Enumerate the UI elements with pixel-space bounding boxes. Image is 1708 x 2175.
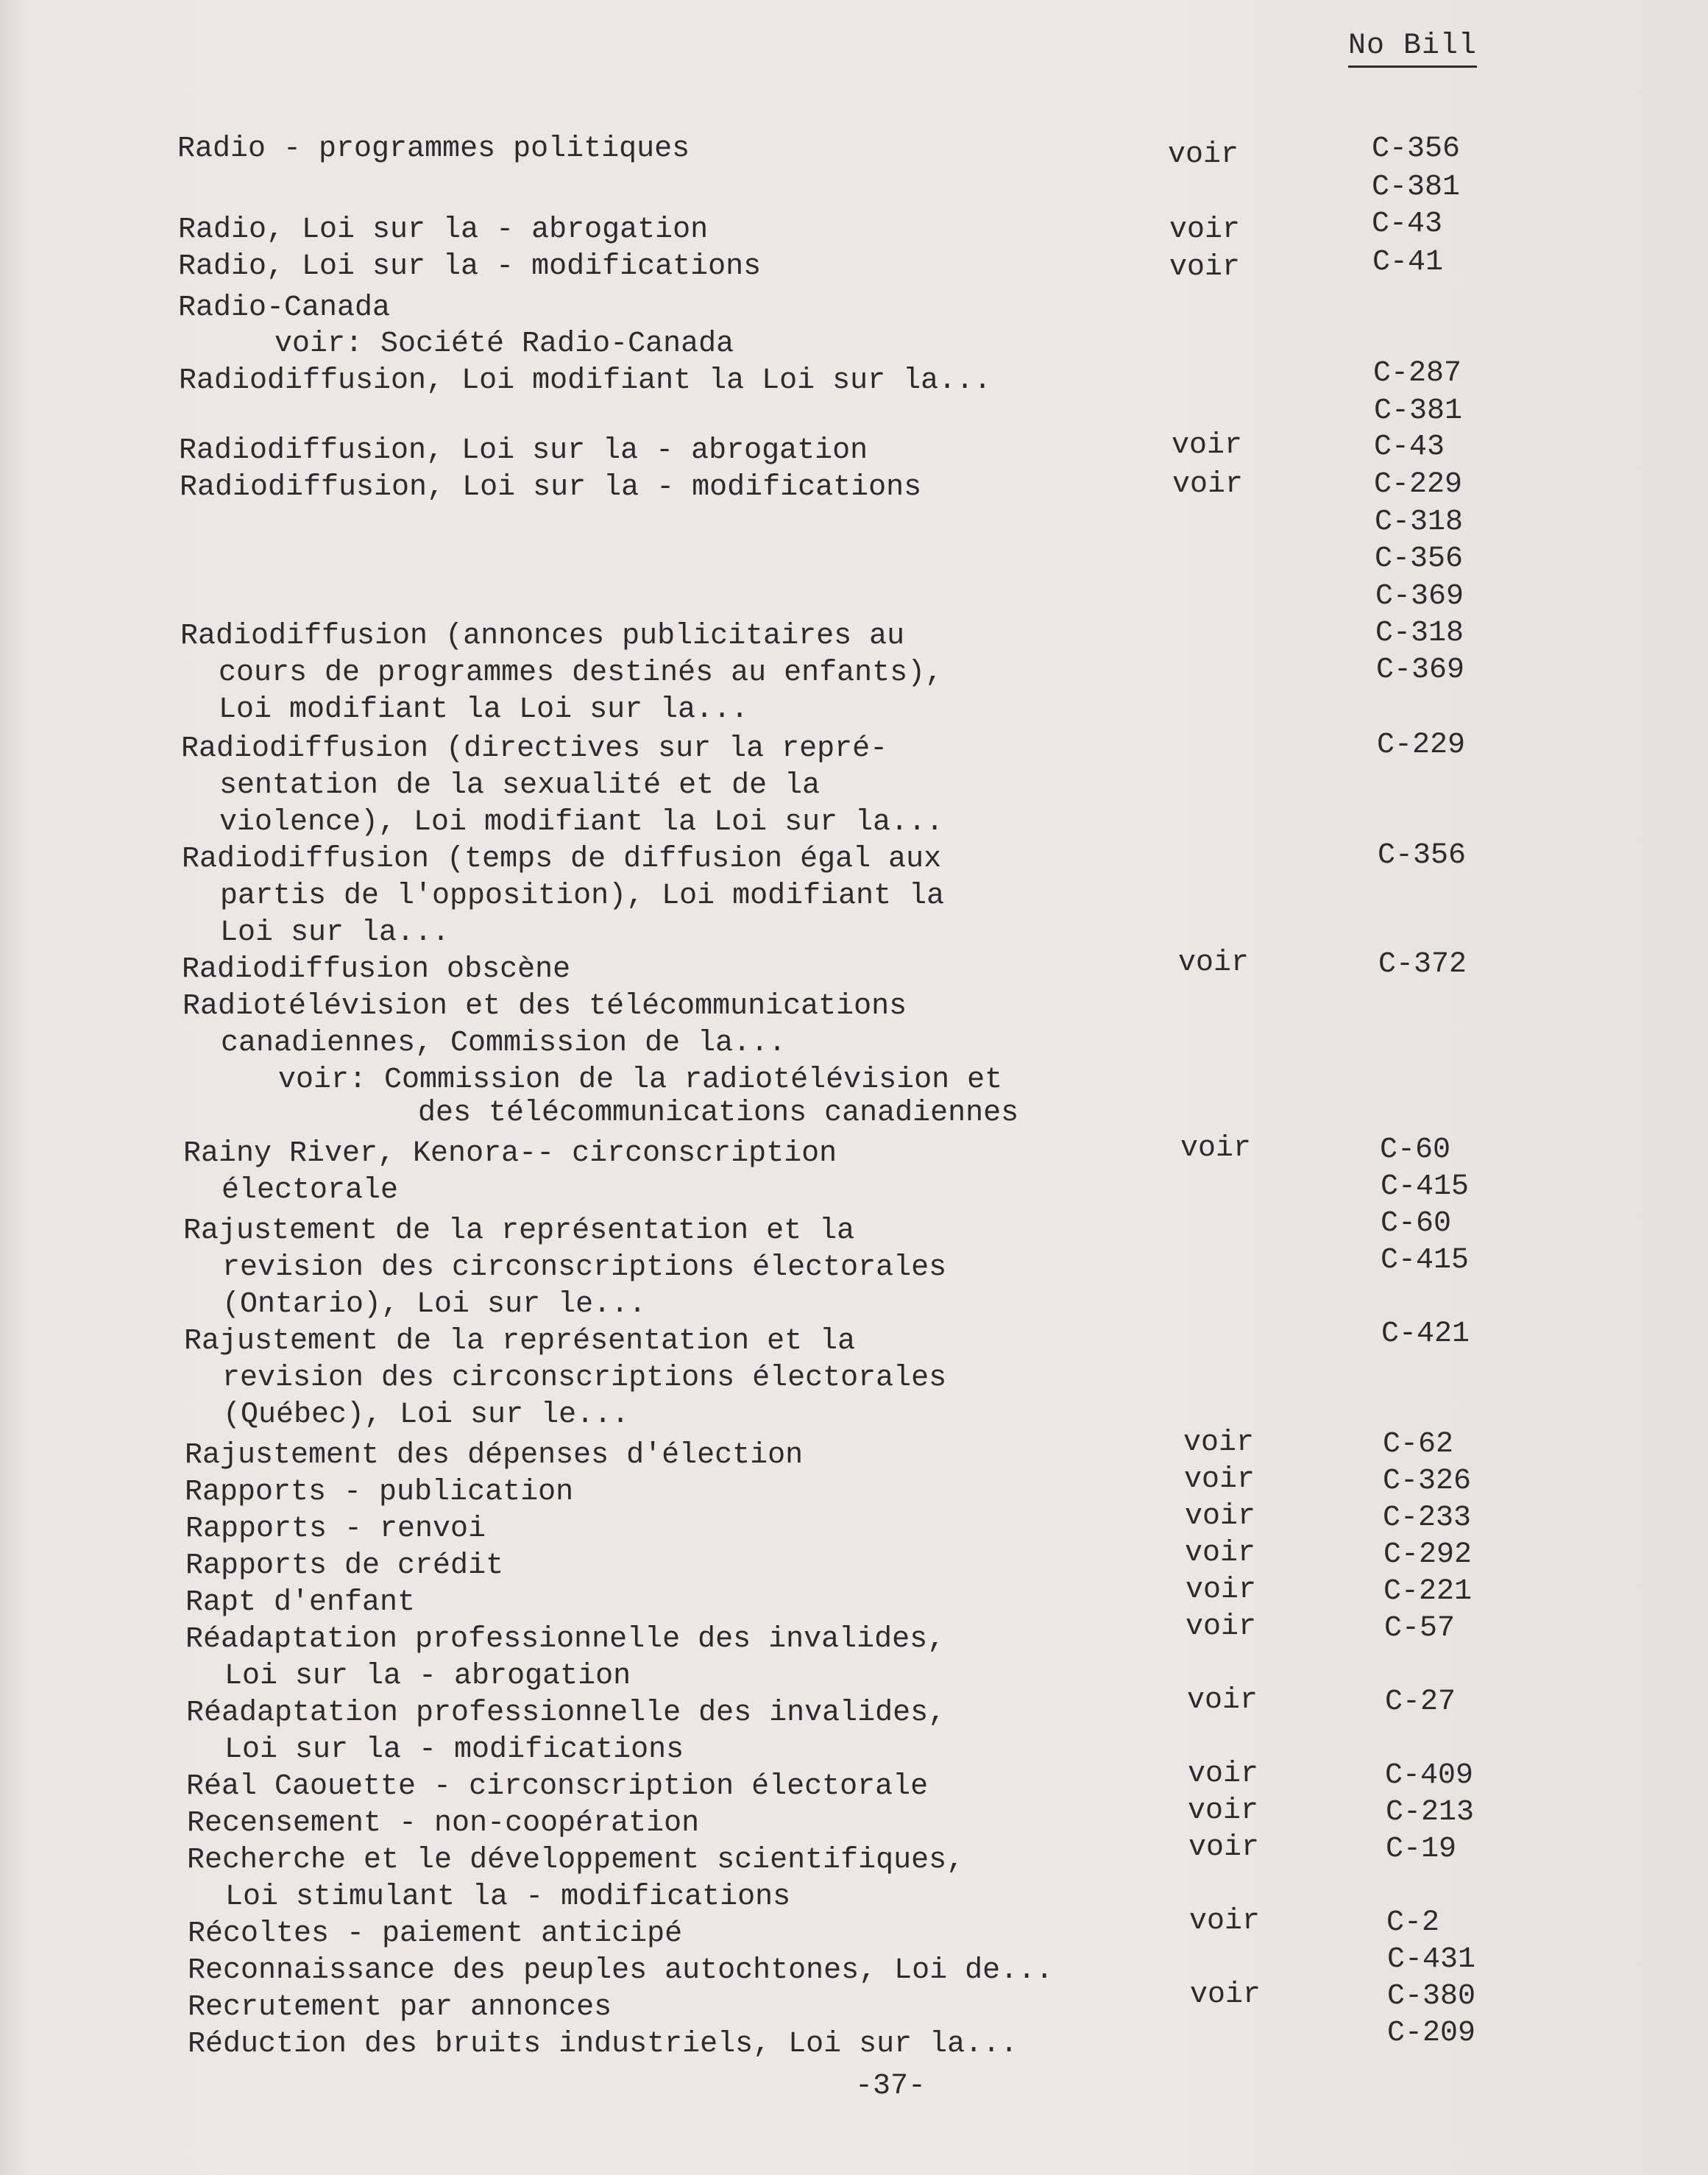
index-term: Réal Caouette - circonscription électorale (186, 1770, 929, 1803)
see-reference: voir (1188, 1831, 1260, 1864)
index-term: Reconnaissance des peuples autochtones, Loi de... (188, 1954, 1054, 1987)
bill-number: C-43 (1374, 431, 1445, 464)
index-term: Radio, Loi sur la - modifications (178, 250, 762, 283)
index-term-continuation: Loi sur la - abrogation (224, 1660, 631, 1693)
see-reference: voir (1185, 1537, 1256, 1570)
see-reference: voir (1188, 1794, 1259, 1828)
index-term-continuation: revision des circonscriptions électorales (222, 1251, 947, 1284)
see-reference: voir (1186, 1574, 1257, 1607)
bill-number: C-356 (1372, 132, 1461, 166)
see-reference: voir (1180, 1132, 1252, 1165)
index-term: Réadaptation professionnelle des invalides, (185, 1623, 946, 1656)
bill-number: C-287 (1373, 357, 1462, 390)
index-term-continuation: voir: Commission de la radiotélévision et (278, 1064, 1003, 1097)
bill-number: C-2 (1386, 1906, 1440, 1939)
see-reference: voir (1178, 947, 1250, 980)
index-term: Rajustement de la représentation et la (183, 1214, 855, 1248)
bill-number: C-409 (1385, 1759, 1474, 1792)
index-term-continuation: violence), Loi modifiant la Loi sur la... (219, 806, 944, 839)
index-term: Radiodiffusion, Loi modifiant la Loi sur la... (179, 364, 992, 397)
bill-number: C-57 (1384, 1612, 1456, 1645)
index-term: Rapt d'enfant (185, 1586, 416, 1619)
bill-number: C-356 (1378, 839, 1467, 872)
bill-number: C-318 (1375, 506, 1464, 539)
index-term-continuation: (Ontario), Loi sur le... (222, 1288, 647, 1321)
index-term-continuation: Loi sur la - modifications (224, 1733, 684, 1766)
bill-number: C-421 (1381, 1318, 1470, 1351)
bill-number: C-41 (1372, 246, 1444, 279)
see-reference: voir (1168, 138, 1239, 171)
see-reference: voir (1172, 429, 1243, 462)
index-term-continuation: revision des circonscriptions électorales (222, 1362, 947, 1395)
index-term-continuation: canadiennes, Commission de la... (221, 1027, 787, 1060)
see-reference: voir (1169, 213, 1241, 247)
bill-number: C-381 (1372, 171, 1461, 204)
bill-number: C-415 (1381, 1244, 1470, 1277)
index-term: Rapports de crédit (185, 1549, 504, 1582)
bill-number: C-221 (1383, 1575, 1473, 1608)
index-term: Rapports - publication (185, 1476, 574, 1509)
index-term-continuation: Loi stimulant la - modifications (225, 1881, 791, 1914)
index-term-continuation: des télécommunications canadiennes (418, 1097, 1019, 1130)
bill-number: C-369 (1375, 580, 1464, 613)
see-reference: voir (1190, 1978, 1261, 2012)
bill-number: C-229 (1374, 468, 1463, 501)
see-reference: voir (1187, 1684, 1258, 1717)
index-term: Radio-Canada (178, 291, 391, 325)
index-term: Radiodiffusion, Loi sur la - abrogation (179, 434, 868, 467)
see-reference: voir (1169, 251, 1241, 284)
index-term: Radiotélévision et des télécommunications (183, 990, 907, 1023)
see-reference: voir (1189, 1905, 1261, 1938)
bill-number: C-318 (1375, 617, 1464, 650)
index-term-continuation: électorale (222, 1174, 399, 1207)
bill-number: C-326 (1383, 1465, 1472, 1498)
bill-number: C-292 (1383, 1538, 1473, 1571)
bill-number: C-60 (1380, 1134, 1451, 1167)
bill-number: C-27 (1385, 1686, 1456, 1719)
bill-number: C-380 (1387, 1980, 1476, 2013)
index-term: Radiodiffusion obscène (182, 953, 571, 986)
see-reference: voir (1172, 468, 1244, 501)
index-term: Rainy River, Kenora-- circonscription (183, 1137, 837, 1170)
see-reference: voir (1183, 1426, 1255, 1460)
index-term: Radiodiffusion (temps de diffusion égal aux (182, 843, 942, 876)
index-term: Radiodiffusion (annonces publicitaires au (180, 620, 905, 653)
index-term-continuation: Loi sur la... (220, 916, 450, 949)
index-term: Rajustement de la représentation et la (184, 1325, 856, 1358)
column-header: No Bill (1348, 29, 1477, 68)
index-term: Récoltes - paiement anticipé (188, 1917, 683, 1951)
bill-number: C-381 (1374, 395, 1463, 428)
bill-number: C-209 (1387, 2017, 1476, 2050)
index-term-continuation: sentation de la sexualité et de la (219, 769, 821, 802)
index-term-continuation: voir: Société Radio-Canada (274, 328, 734, 361)
index-term: Radio - programmes politiques (177, 132, 690, 166)
index-term-continuation: Loi modifiant la Loi sur la... (219, 693, 749, 726)
index-term: Radio, Loi sur la - abrogation (178, 213, 709, 247)
bill-number: C-60 (1381, 1207, 1452, 1240)
index-term: Réduction des bruits industriels, Loi sur la... (188, 2028, 1018, 2061)
bill-number: C-43 (1372, 208, 1443, 241)
bill-number: C-62 (1383, 1428, 1454, 1461)
bill-number: C-369 (1376, 654, 1465, 687)
bill-number: C-229 (1377, 729, 1466, 762)
index-term-continuation: (Québec), Loi sur le... (223, 1398, 630, 1432)
index-term: Recensement - non-coopération (187, 1807, 700, 1840)
index-term-continuation: partis de l'opposition), Loi modifiant la (220, 880, 945, 913)
bill-number: C-233 (1383, 1502, 1472, 1535)
index-term: Radiodiffusion, Loi sur la - modifications (180, 471, 922, 504)
bill-number: C-213 (1386, 1796, 1475, 1829)
index-term-continuation: cours de programmes destinés au enfants), (219, 657, 943, 690)
see-reference: voir (1184, 1463, 1255, 1496)
bill-number: C-356 (1375, 542, 1464, 576)
bill-number: C-415 (1381, 1170, 1470, 1203)
index-term: Rajustement des dépenses d'élection (185, 1439, 804, 1472)
see-reference: voir (1188, 1758, 1259, 1791)
bill-number: C-372 (1378, 948, 1467, 981)
index-term: Radiodiffusion (directives sur la repré- (181, 732, 888, 765)
bill-number: C-431 (1387, 1943, 1476, 1976)
index-term: Réadaptation professionnelle des invalides, (186, 1697, 946, 1730)
index-term: Rapports - renvoi (185, 1513, 486, 1546)
page-number: -37- (855, 2070, 926, 2103)
see-reference: voir (1186, 1610, 1257, 1644)
index-term: Recrutement par annonces (188, 1991, 612, 2024)
bill-number: C-19 (1386, 1833, 1457, 1866)
index-term: Recherche et le développement scientifiques, (187, 1844, 965, 1877)
see-reference: voir (1185, 1500, 1256, 1533)
